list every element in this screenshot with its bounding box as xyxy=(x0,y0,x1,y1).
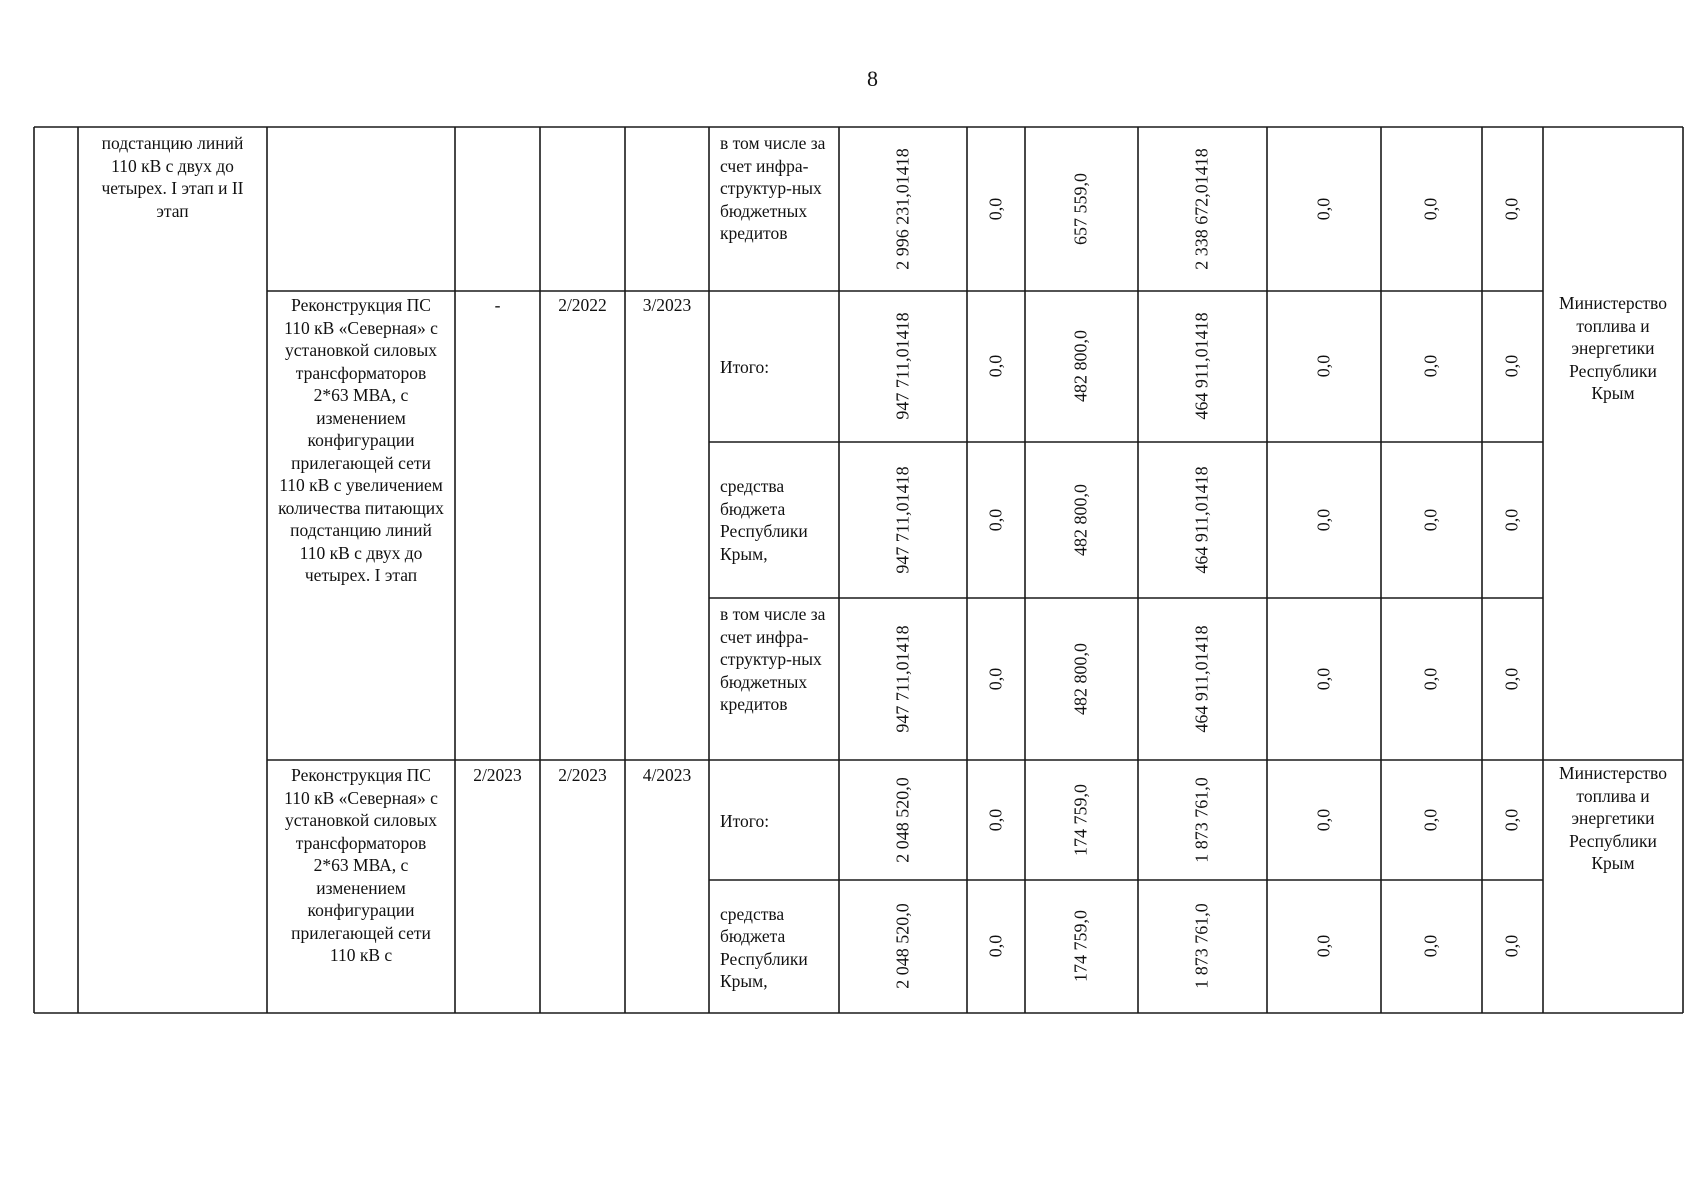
value-cell: 174 759,0 xyxy=(1070,910,1091,982)
executor: Министерство топлива и энергетики Республики Крым xyxy=(1559,763,1667,873)
value-cell: 2 996 231,01418 xyxy=(892,148,913,270)
value-cell: 464 911,01418 xyxy=(1191,312,1212,420)
value-cell: 0,0 xyxy=(1420,934,1441,958)
page-number: 8 xyxy=(867,66,878,91)
executor: Министерство топлива и энергетики Республики Крым xyxy=(1559,293,1667,403)
funding-source: Итого: xyxy=(720,810,770,831)
value-cell: 482 800,0 xyxy=(1070,643,1091,715)
value-cell: 0,0 xyxy=(985,354,1006,378)
value-cell: 174 759,0 xyxy=(1070,784,1091,856)
start-period: 2/2023 xyxy=(558,765,607,785)
value-cell: 947 711,01418 xyxy=(892,625,913,733)
value-cell: 0,0 xyxy=(1501,197,1522,221)
value-cell: 947 711,01418 xyxy=(892,466,913,574)
value-cell: 1 873 761,0 xyxy=(1191,903,1212,989)
value-cell: 0,0 xyxy=(985,934,1006,958)
value-cell: 482 800,0 xyxy=(1070,330,1091,402)
value-cell: 0,0 xyxy=(1313,197,1334,221)
end-period: 4/2023 xyxy=(642,765,692,785)
funding-source: в том числе за счет инфра-структур-ных бюджетных кредитов xyxy=(720,604,826,714)
value-cell: 0,0 xyxy=(1420,508,1441,532)
funding-source: в том числе за счет инфра-структур-ных бюджетных кредитов xyxy=(720,133,826,243)
value-cell: 947 711,01418 xyxy=(892,312,913,420)
value-cell: 657 559,0 xyxy=(1070,173,1091,245)
value-cell: 464 911,01418 xyxy=(1191,625,1212,733)
value-cell: 0,0 xyxy=(1420,197,1441,221)
value-cell: 1 873 761,0 xyxy=(1191,777,1212,863)
value-cell: 0,0 xyxy=(1313,934,1334,958)
value-cell: 0,0 xyxy=(1501,667,1522,691)
value-cell: 464 911,01418 xyxy=(1191,466,1212,574)
start-period: 2/2023 xyxy=(473,765,522,785)
value-cell: 0,0 xyxy=(1501,354,1522,378)
value-cell: 0,0 xyxy=(985,197,1006,221)
event-name-continued: подстанцию линий 110 кВ с двух до четырех. I этап и II этап xyxy=(101,133,244,221)
event-name: Реконструкция ПС 110 кВ «Северная» с установкой силовых трансформаторов 2*63 МВА, с изменением конфигурации прилегающей сети 110 кВ с xyxy=(284,765,438,965)
value-cell: 0,0 xyxy=(1313,354,1334,378)
funding-source: средства бюджета Республики Крым, xyxy=(720,476,808,564)
value-cell: 0,0 xyxy=(985,508,1006,532)
value-cell: 0,0 xyxy=(1420,354,1441,378)
value-cell: 2 048 520,0 xyxy=(892,777,913,863)
funding-source: Итого: xyxy=(720,357,770,378)
value-cell: 2 338 672,01418 xyxy=(1191,148,1212,270)
start-period: 2/2022 xyxy=(558,295,607,315)
value-cell: 0,0 xyxy=(1501,808,1522,832)
value-cell: 0,0 xyxy=(1420,808,1441,832)
value-cell: 0,0 xyxy=(985,667,1006,691)
value-cell: 0,0 xyxy=(1313,667,1334,691)
value-cell: 0,0 xyxy=(985,808,1006,832)
end-period: 3/2023 xyxy=(642,295,692,315)
value-cell: 0,0 xyxy=(1420,667,1441,691)
value-cell: 0,0 xyxy=(1501,508,1522,532)
value-cell: 2 048 520,0 xyxy=(892,903,913,989)
event-name: Реконструкция ПС 110 кВ «Северная» с установкой силовых трансформаторов 2*63 МВА, с изменением конфигурации прилегающей сети 110 кВ с увеличением количества питающих подстанцию линий 110 кВ с двух до четырех. I этап xyxy=(278,295,444,585)
value-cell: 0,0 xyxy=(1313,808,1334,832)
value-cell: 482 800,0 xyxy=(1070,484,1091,556)
value-cell: 0,0 xyxy=(1313,508,1334,532)
value-cell: 0,0 xyxy=(1501,934,1522,958)
start-period: - xyxy=(494,295,501,315)
funding-source: средства бюджета Республики Крым, xyxy=(720,903,808,991)
